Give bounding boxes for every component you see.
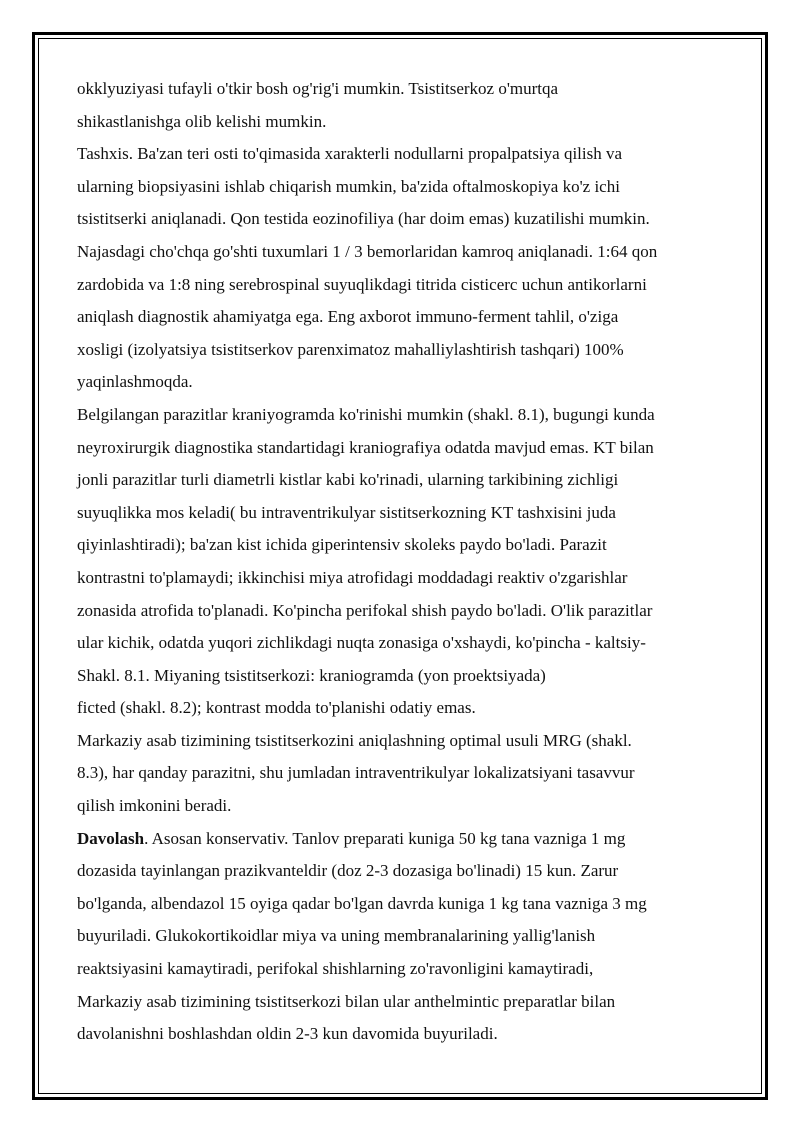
text-line: Belgilangan parazitlar kraniyogramda ko'rinishi mumkin (shakl. 8.1), bugungi kunda — [77, 404, 655, 424]
text-line: xosligi (izolyatsiya tsistitserkov parenximatoz mahalliylashtirish tashqari) 100% — [77, 339, 624, 359]
text-line: shikastlanishga olib kelishi mumkin. — [77, 111, 327, 131]
text-line: davolanishni boshlashdan oldin 2-3 kun davomida buyuriladi. — [77, 1024, 498, 1044]
text-line: ular kichik, odatda yuqori zichlikdagi nuqta zonasiga o'xshaydi, ko'pincha - kaltsiy- — [77, 633, 646, 653]
text-line: neyroxirurgik diagnostika standartidagi kraniografiya odatda mavjud emas. KT bilan — [77, 437, 654, 457]
text-line: zonasida atrofida to'planadi. Ko'pincha perifokal shish paydo bo'ladi. O'lik parazitlar — [77, 600, 653, 620]
document-body — [77, 73, 727, 1051]
text-line: qiyinlashtiradi); ba'zan kist ichida giperintensiv skoleks paydo bo'ladi. Parazit — [77, 535, 607, 555]
text-line: reaktsiyasini kamaytiradi, perifokal shishlarning zo'ravonligini kamaytiradi, — [77, 959, 594, 979]
treatment-first-line — [77, 823, 727, 856]
text-line: bo'lganda, albendazol 15 oyiga qadar bo'lgan davrda kuniga 1 kg tana vazniga 3 mg — [77, 893, 647, 913]
text-line: okklyuziyasi tufayli o'tkir bosh og'rig'i mumkin. Tsistitserkoz o'murtqa — [77, 79, 559, 98]
treatment-heading: Davolash — [77, 828, 145, 848]
text-line: tsistitserki aniqlanadi. Qon testida eozinofiliya (har doim emas) kuzatilishi mumkin. — [77, 209, 650, 229]
text-line: Markaziy asab tizimining tsistitserkozi bilan ular anthelmintic preparatlar bilan — [77, 991, 616, 1011]
text-line: ficted (shakl. 8.2); kontrast modda to'planishi odatiy emas. — [77, 698, 476, 718]
text-line: Markaziy asab tizimining tsistitserkozini aniqlashning optimal usuli MRG (shakl. — [77, 730, 632, 750]
text-line: aniqlash diagnostik ahamiyatga ega. Eng axborot immuno-ferment tahlil, o'ziga — [77, 307, 619, 327]
text-line: Tashxis. Ba'zan teri osti to'qimasida xarakterli nodullarni propalpatsiya qilish va — [77, 144, 623, 164]
text-line: yaqinlashmoqda. — [77, 372, 193, 392]
text-line: zardobida va 1:8 ning serebrospinal suyuqlikdagi titrida cisticerc uchun antikorlarni — [77, 274, 647, 294]
text-line: qilish imkonini beradi. — [77, 796, 232, 816]
text-line: 8.3), har qanday parazitni, shu jumladan intraventrikulyar lokalizatsiyani tasavvur — [77, 763, 635, 783]
text-line: ularning biopsiyasini ishlab chiqarish mumkin, ba'zida oftalmoskopiya ko'z ichi — [77, 176, 620, 196]
text-line: kontrastni to'plamaydi; ikkinchisi miya atrofidagi moddadagi reaktiv o'zgarishlar — [77, 567, 628, 587]
text-line: jonli parazitlar turli diametrli kistlar kabi ko'rinadi, ularning tarkibining zichligi — [77, 470, 619, 490]
treatment-first-line-text: . Asosan konservativ. Tanlov preparati kuniga 50 kg tana vazniga 1 mg — [144, 828, 626, 848]
text-line: buyuriladi. Glukokortikoidlar miya va uning membranalarining yallig'lanish — [77, 926, 596, 946]
text-line: Najasdagi cho'chqa go'shti tuxumlari 1 / 3 bemorlaridan kamroq aniqlanadi. 1:64 qon — [77, 241, 658, 261]
text-line: dozasida tayinlangan prazikvanteldir (doz 2-3 dozasiga bo'linadi) 15 kun. Zarur — [77, 861, 619, 881]
text-line: suyuqlikka mos keladi( bu intraventrikulyar sistitserkozning KT tashxisini juda — [77, 502, 616, 522]
figure-caption: Shakl. 8.1. Miyaning tsistitserkozi: kraniogramda (yon proektsiyada) — [77, 665, 546, 685]
